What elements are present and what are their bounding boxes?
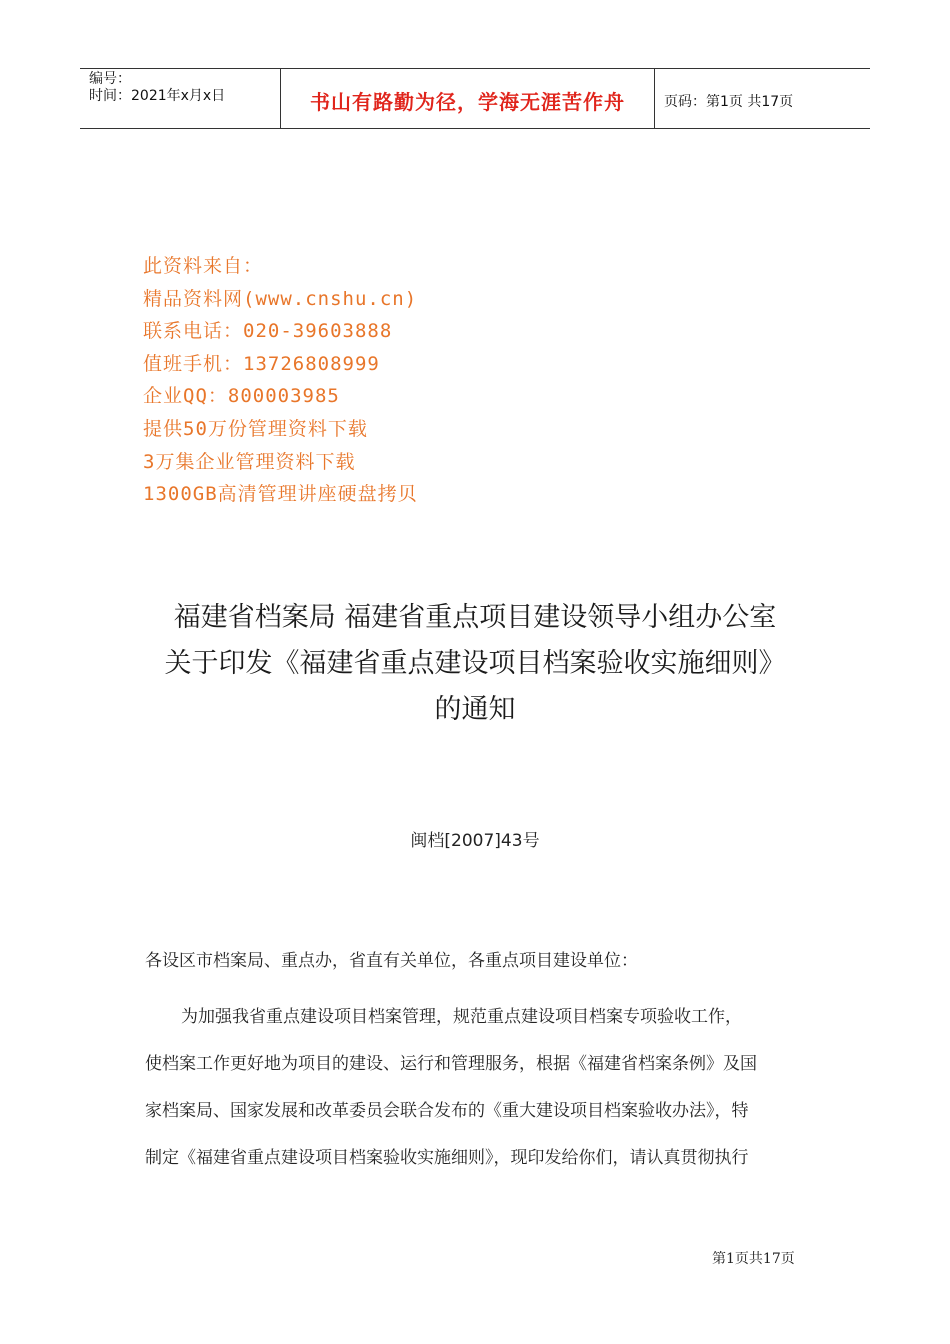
source-line: 3万集企业管理资料下载	[143, 450, 356, 473]
title-line: 的通知	[434, 694, 516, 725]
header-page-label: 页码：第1页 共17页	[664, 93, 794, 110]
source-line: 企业QQ：800003985	[143, 385, 340, 408]
body-text	[145, 994, 810, 1182]
source-line: 值班手机：13726808999	[143, 352, 380, 375]
source-line: 此资料来自：	[143, 255, 264, 277]
footer-page-number: 第1页共17页	[712, 1251, 795, 1267]
body-line: 使档案工作更好地为项目的建设、运行和管理服务，根据《福建省档案条例》及国	[145, 1054, 757, 1074]
source-line: 1300GB高清管理讲座硬盘拷贝	[143, 483, 418, 506]
title-line: 福建省档案局 福建省重点项目建设领导小组办公室	[173, 602, 777, 633]
salutation: 各设区市档案局、重点办，省直有关单位，各重点项目建设单位：	[145, 951, 638, 971]
body-line: 制定《福建省重点建设项目档案验收实施细则》，现印发给你们，请认真贯彻执行	[145, 1148, 749, 1168]
title-line: 关于印发《福建省重点建设项目档案验收实施细则》	[164, 648, 786, 679]
source-line: 提供50万份管理资料下载	[143, 417, 368, 440]
document-title	[0, 595, 950, 733]
header-meta-cell	[80, 69, 281, 128]
source-line: 联系电话：020-39603888	[143, 320, 393, 343]
body-line: 家档案局、国家发展和改革委员会联合发布的《重大建设项目档案验收办法》，特	[145, 1101, 749, 1121]
time-label: 时间：2021年x月x日	[89, 88, 226, 104]
document-number: 闽档[2007]43号	[410, 831, 540, 851]
number-label: 编号：	[89, 71, 131, 87]
source-info-block	[143, 250, 418, 511]
header-motto: 书山有路勤为径，学海无涯苦作舟	[281, 69, 655, 128]
source-line: 精品资料网(www.cnshu.cn)	[143, 287, 418, 310]
body-line: 为加强我省重点建设项目档案管理，规范重点建设项目档案专项验收工作，	[181, 1007, 742, 1027]
page-header	[80, 68, 870, 129]
